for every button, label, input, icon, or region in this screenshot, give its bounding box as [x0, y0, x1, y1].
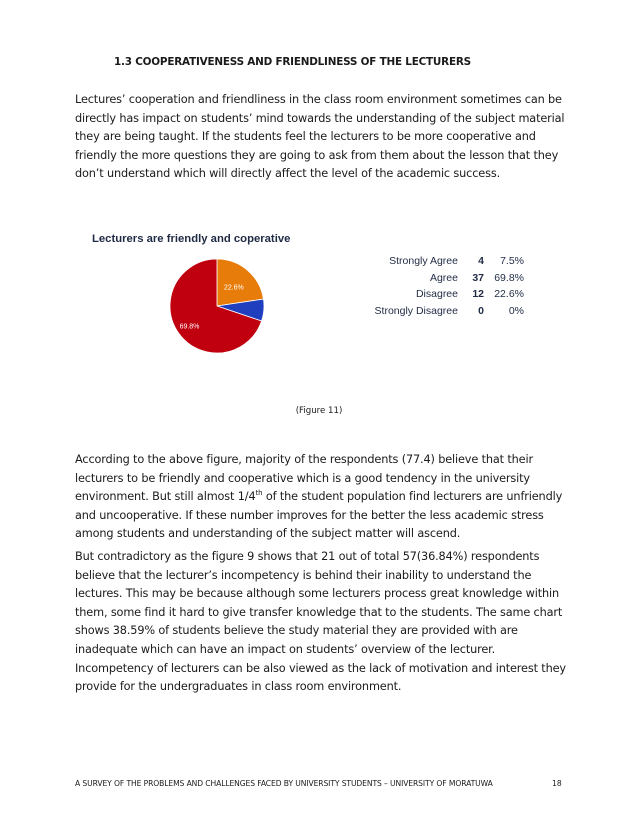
section-heading: 1.3 COOPERATIVENESS AND FRIENDLINESS OF THE LECTURERS [114, 56, 471, 68]
legend-label: Strongly Disagree [374, 304, 458, 317]
page-number: 18 [552, 779, 562, 788]
pie-chart [88, 230, 291, 365]
page-footer: A SURVEY OF THE PROBLEMS AND CHALLENGES FACED BY UNIVERSITY STUDENTS – UNIVERSITY OF MORATUWA [75, 779, 493, 788]
legend-count: 0 [478, 304, 484, 317]
legend-count: 12 [472, 288, 484, 301]
legend-label: Agree [429, 271, 458, 284]
legend-percent: 22.6% [494, 288, 524, 301]
legend-label: Strongly Agree [389, 255, 458, 268]
legend-percent: 7.5% [500, 255, 524, 268]
pie-chart-figure [88, 230, 538, 365]
legend-row [338, 253, 524, 270]
chart-legend [338, 253, 524, 319]
paragraph-intro: Lectures’ cooperation and friendliness in the class room environment sometimes can be directly has impact on students’ mind towards the understanding of the subject material they are being taught. If the students feel the lecturers to be more cooperative and friendly the more questions they are going to ask from them about the lesson that they don’t understand which will directly affect the level of the academic success. [75, 93, 565, 181]
legend-count: 37 [472, 271, 484, 284]
pie-slice-disagree [217, 259, 263, 306]
legend-row [338, 286, 524, 303]
chart-title: Lecturers are friendly and coperative [92, 233, 291, 245]
pie-slice-label: 69.8% [179, 323, 200, 331]
ordinal-suffix: th [255, 489, 263, 498]
figure-caption: (Figure 11) [295, 406, 343, 416]
pie-slice-label: 22.6% [223, 284, 244, 292]
paragraph-analysis-part-1: According to the above figure, majority of the respondents (77.4) believe that their lecturers to be friendly and cooperative which is a good tendency in the university environment. But still almost 1/4 [75, 453, 533, 504]
legend-percent: 69.8% [494, 271, 524, 284]
legend-row [338, 270, 524, 287]
paragraph-contradiction: But contradictory as the figure 9 shows that 21 out of total 57(36.84%) respondents believe that the lecturer’s incompetency is behind their inability to understand the lectures. This may be because although some lecturers process great knowledge within them, some find it hard to give transfer knowledge that to the students. The same chart shows 38.59% of students believe the study material they are provided with are inadequate which can have an impact on students’ overview of the lecturer. Incompetency of lecturers can be also viewed as the lack of motivation and interest they provide for the undergraduates in class room environment. [75, 550, 566, 694]
legend-label: Disagree [415, 288, 458, 301]
paragraph-analysis-part-2: of the student population find lecturers are unfriendly and uncooperative. If these number improves for the better the less academic stress among students and understanding of the subject matter will ascend. [75, 490, 563, 541]
legend-count: 4 [478, 255, 484, 268]
paragraph-analysis [75, 451, 567, 544]
legend-percent: 0% [508, 304, 524, 317]
legend-row [338, 303, 524, 320]
